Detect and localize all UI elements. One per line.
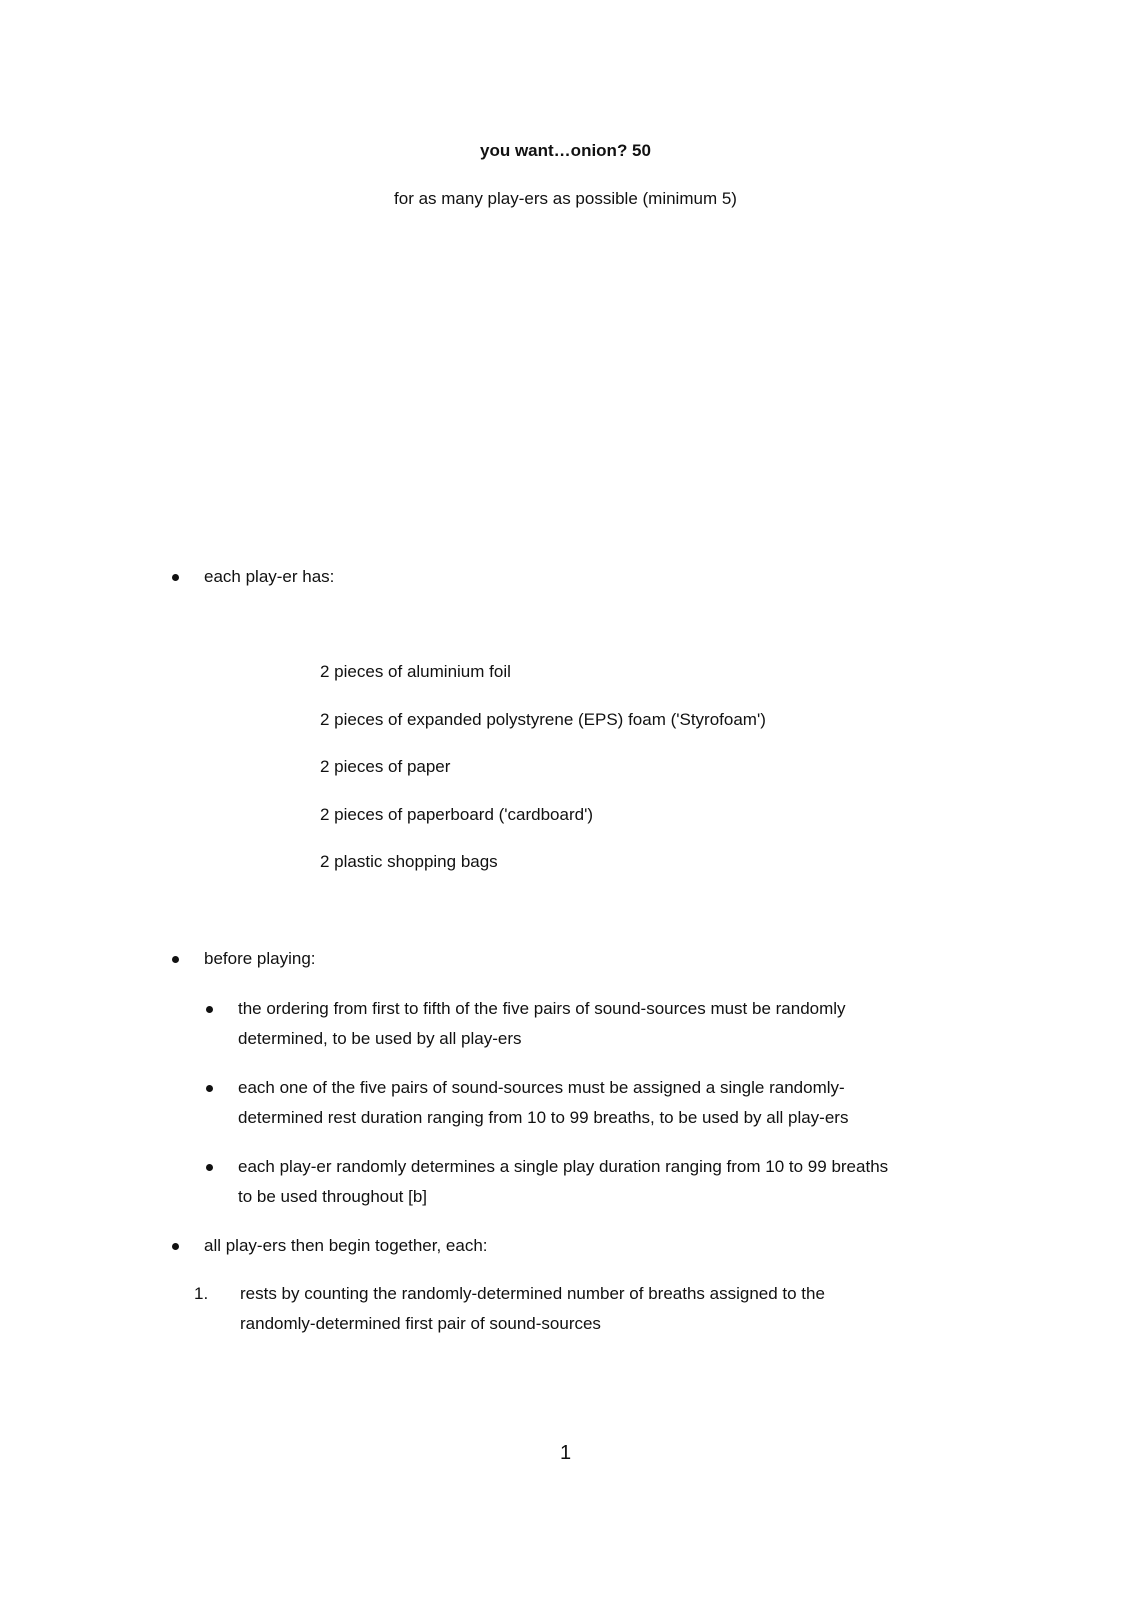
section-has-label: each play-er has: xyxy=(204,567,335,586)
bullet-icon xyxy=(172,574,179,581)
page-subtitle: for as many play-ers as possible (minimum 5) xyxy=(394,189,737,208)
section-begin-label: all play-ers then begin together, each: xyxy=(204,1236,488,1255)
page-title: you want…onion? 50 xyxy=(480,141,651,160)
material-item: 2 pieces of paperboard ('cardboard') xyxy=(320,805,593,824)
material-item: 2 pieces of paper xyxy=(320,757,451,776)
sub-bullet-icon xyxy=(206,1085,213,1092)
sub-bullet-icon xyxy=(206,1006,213,1013)
section-before-label: before playing: xyxy=(204,949,316,968)
step-number: 1. xyxy=(194,1284,209,1303)
page-number: 1 xyxy=(559,1442,572,1464)
before-item-line: the ordering from first to fifth of the five pairs of sound-sources must be randomly xyxy=(238,999,846,1018)
before-item-line: determined rest duration ranging from 10 to 99 breaths, to be used by all play-ers xyxy=(238,1108,849,1127)
before-item-line: each one of the five pairs of sound-sources must be assigned a single randomly- xyxy=(238,1078,845,1097)
material-item: 2 pieces of aluminium foil xyxy=(320,662,511,681)
material-item: 2 plastic shopping bags xyxy=(320,852,498,871)
step-line: randomly-determined first pair of sound-sources xyxy=(240,1314,601,1333)
before-item-line: to be used throughout [b] xyxy=(238,1187,428,1206)
material-item: 2 pieces of expanded polystyrene (EPS) foam ('Styrofoam') xyxy=(320,710,766,729)
bullet-icon xyxy=(172,1243,179,1250)
sub-bullet-icon xyxy=(206,1164,213,1171)
before-item-line: determined, to be used by all play-ers xyxy=(238,1029,522,1048)
step-line: rests by counting the randomly-determined number of breaths assigned to the xyxy=(240,1284,825,1303)
bullet-icon xyxy=(172,956,179,963)
before-item-line: each play-er randomly determines a single play duration ranging from 10 to 99 breaths xyxy=(238,1157,889,1176)
